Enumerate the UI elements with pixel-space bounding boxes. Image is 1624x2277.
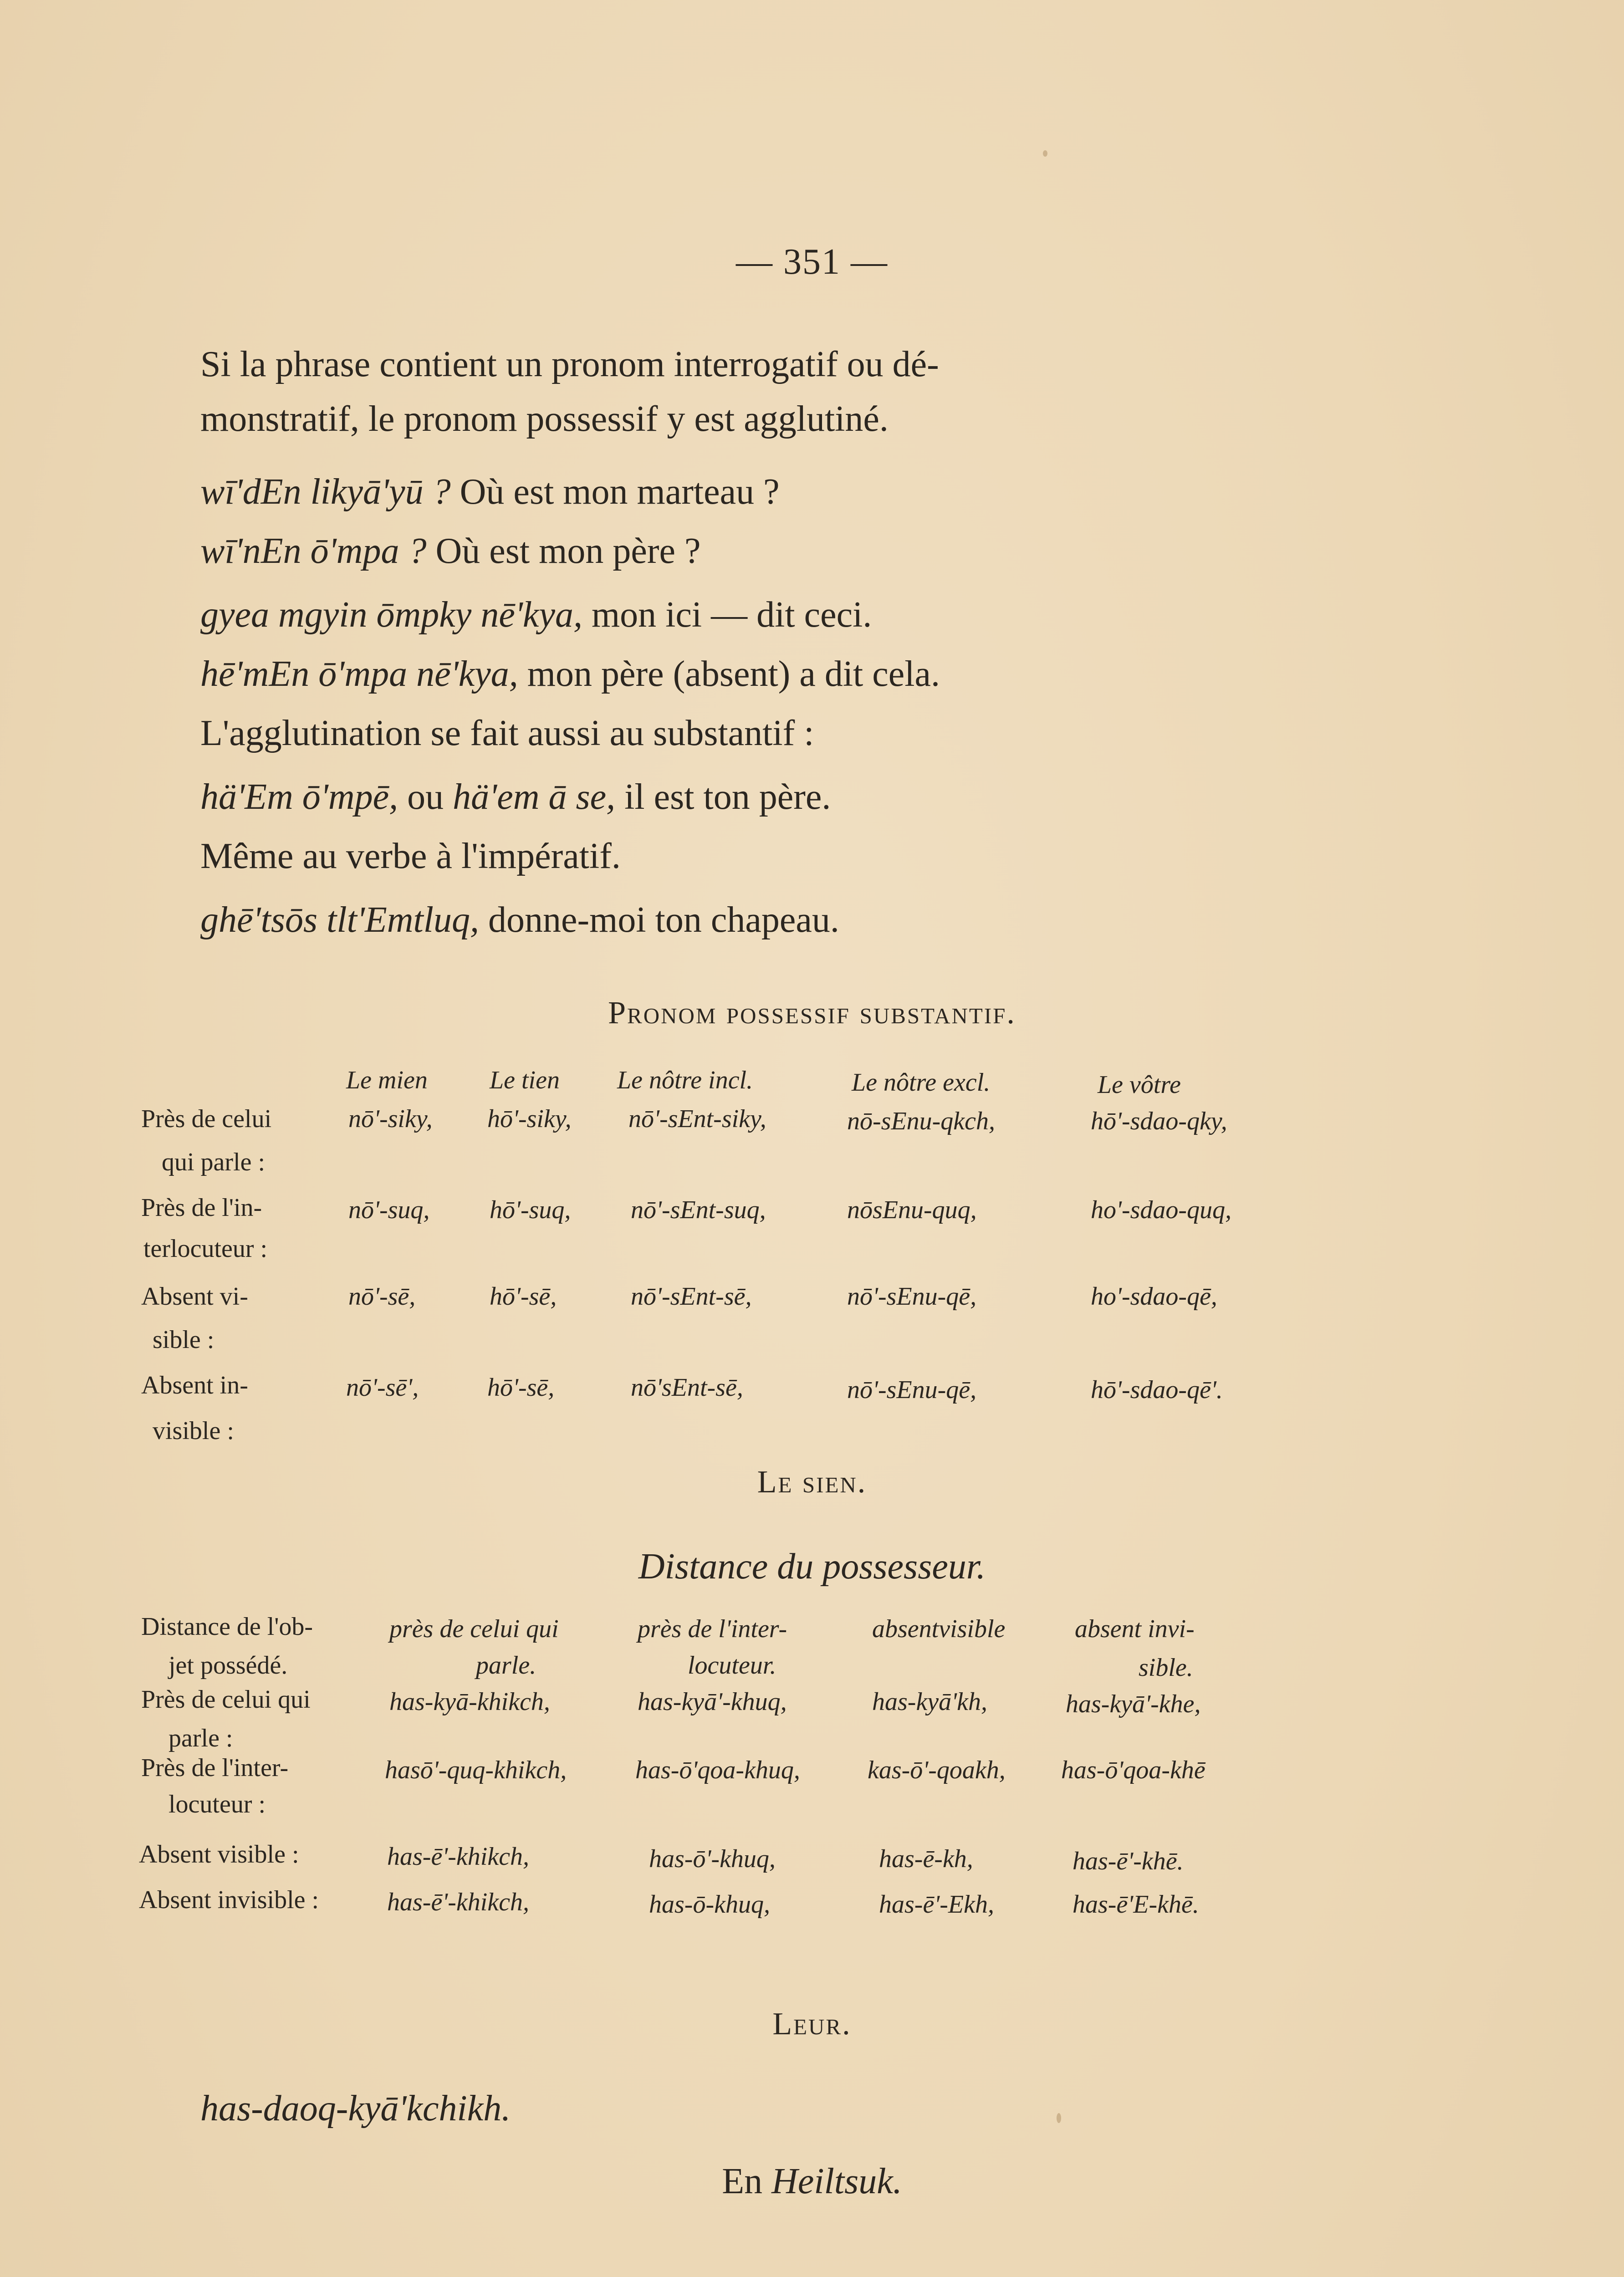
section-heading: Pronom possessif substantif. [608, 996, 1016, 1031]
table-cell: ho'-sdao-qē, [1091, 1282, 1217, 1311]
french-translation: mon père (absent) a dit cela. [518, 654, 940, 694]
table-cell: has-ē'E-khē. [1072, 1890, 1199, 1919]
column-header: Le mien [346, 1066, 428, 1094]
example-line [200, 474, 780, 510]
table-cell: has-ō'-khuq, [649, 1845, 776, 1873]
table-cell: nō'-sEnu-qē, [847, 1282, 977, 1311]
substantive-example [200, 779, 831, 815]
table-cell: nō'-sē', [346, 1373, 419, 1402]
table-cell: hō'-sdao-qky, [1091, 1107, 1227, 1135]
row-label-continued: qui parle : [162, 1148, 266, 1176]
row-label-continued: locuteur : [169, 1790, 266, 1818]
intro-line-2: monstratif, le pronom possessif y est agglutiné. [200, 399, 889, 439]
native-phrase: hē'mEn ō'mpa nē'kya, [200, 654, 518, 694]
column-header: près de l'inter- [638, 1615, 787, 1643]
table-cell: has-kyā'kh, [872, 1688, 987, 1716]
row-label: Absent invisible : [139, 1886, 319, 1914]
table-cell: has-ō-khuq, [649, 1890, 770, 1919]
french-translation: mon ici — dit ceci. [582, 595, 872, 635]
verb-example [200, 902, 839, 938]
row-label-continued: terlocuteur : [143, 1235, 268, 1263]
native-phrase: hä'Em ō'mpē, [200, 777, 398, 817]
table-cell: has-ē'-Ekh, [879, 1890, 994, 1919]
paper-fleck [1043, 150, 1047, 157]
row-label: Près de l'inter- [141, 1754, 289, 1782]
table-cell: has-kyā'-khe, [1066, 1690, 1201, 1718]
table-cell: hō'-sē, [490, 1282, 557, 1311]
table-cell: nō'-sEnu-qē, [847, 1376, 977, 1404]
table-cell: has-ō'qoa-khuq, [635, 1756, 800, 1784]
column-header: Le vôtre [1098, 1071, 1181, 1099]
table-cell: has-ē'-khikch, [387, 1888, 530, 1916]
table-cell: has-ē-kh, [879, 1845, 973, 1873]
row-label: Absent in- [141, 1371, 248, 1399]
french-translation: donne-moi ton chapeau. [479, 900, 839, 940]
row-label-continued: sible : [153, 1326, 214, 1354]
table-cell: nōsEnu-quq, [847, 1196, 977, 1224]
section-heading: Le sien. [757, 1465, 867, 1500]
header-label-continued: jet possédé. [169, 1651, 288, 1680]
row-label: Absent visible : [139, 1840, 299, 1869]
table-cell: nō'-sē, [348, 1282, 416, 1311]
table-cell: nō'-siky, [348, 1105, 433, 1133]
table-cell: hō'-siky, [487, 1105, 572, 1133]
next-section-heading [0, 2161, 1624, 2202]
column-header: Le nôtre incl. [617, 1066, 753, 1094]
column-header-continued: locuteur. [688, 1651, 776, 1680]
leur-example: has-daoq-kyā'kchikh. [200, 2088, 511, 2129]
column-header: Le tien [490, 1066, 560, 1094]
section-heading: Leur. [772, 2006, 852, 2042]
row-label-continued: parle : [169, 1724, 233, 1752]
row-label: Près de celui [141, 1105, 272, 1133]
table-cell: has-ē'-khikch, [387, 1843, 530, 1871]
table-cell: nō-sEnu-qkch, [847, 1107, 996, 1135]
example-line [200, 597, 872, 633]
column-header: absentvisible [872, 1615, 1006, 1643]
table-cell: hō'-suq, [490, 1196, 571, 1224]
table-cell: has-kyā'-khuq, [638, 1688, 787, 1716]
table-cell: nō'sEnt-sē, [631, 1373, 743, 1402]
table-cell: has-kyā-khikch, [389, 1688, 550, 1716]
header-label: Distance de l'ob- [141, 1613, 313, 1641]
table-cell: has-ē'-khē. [1072, 1847, 1184, 1875]
french-translation: Où est mon marteau ? [450, 472, 780, 512]
example-line [200, 533, 700, 569]
table-cell: hō'-sē, [487, 1373, 555, 1402]
page-number: — 351 — [736, 242, 888, 282]
table-cell: nō'-sEnt-suq, [631, 1196, 766, 1224]
table-cell: kas-ō'-qoakh, [868, 1756, 1006, 1784]
column-header-continued: parle. [476, 1651, 536, 1680]
native-phrase: hä'em ā se, [453, 777, 616, 817]
column-header: absent invi- [1075, 1615, 1195, 1643]
agglutination-sentence: L'agglutination se fait aussi au substantif : [200, 713, 814, 753]
column-header: Le nôtre excl. [852, 1068, 991, 1097]
column-header: près de celui qui [389, 1615, 559, 1643]
row-label: Absent vi- [141, 1282, 248, 1311]
next-section-language: Heiltsuk. [771, 2161, 902, 2201]
table-cell: hasō'-quq-khikch, [385, 1756, 567, 1784]
native-phrase: wī'nEn ō'mpa ? [200, 531, 427, 571]
native-phrase: gyea mgyin ōmpky nē'kya, [200, 595, 582, 635]
native-phrase: wī'dEn likyā'yū ? [200, 472, 451, 512]
paper-fleck [1057, 2113, 1061, 2123]
example-line [200, 656, 940, 692]
column-header-continued: sible. [1139, 1654, 1193, 1682]
table-cell: ho'-sdao-quq, [1091, 1196, 1232, 1224]
native-phrase: ghē'tsōs tlt'Emtluq, [200, 900, 479, 940]
table-cell: nō'-sEnt-sē, [631, 1282, 752, 1311]
intro-line-1: Si la phrase contient un pronom interrogatif ou dé- [200, 344, 939, 384]
french-translation: il est ton père. [615, 777, 831, 817]
table-cell: nō'-sEnt-siky, [628, 1105, 766, 1133]
french-translation: Où est mon père ? [426, 531, 701, 571]
row-label: Près de celui qui [141, 1685, 311, 1714]
connector: ou [398, 777, 453, 817]
row-label: Près de l'in- [141, 1194, 262, 1222]
section-subheading: Distance du possesseur. [638, 1547, 986, 1587]
table-cell: nō'-suq, [348, 1196, 430, 1224]
row-label-continued: visible : [153, 1417, 234, 1445]
next-section-prefix: En [722, 2161, 772, 2201]
table-cell: hō'-sdao-qē'. [1091, 1376, 1223, 1404]
verb-sentence: Même au verbe à l'impératif. [200, 836, 621, 876]
table-cell: has-ō'qoa-khē [1061, 1756, 1205, 1784]
